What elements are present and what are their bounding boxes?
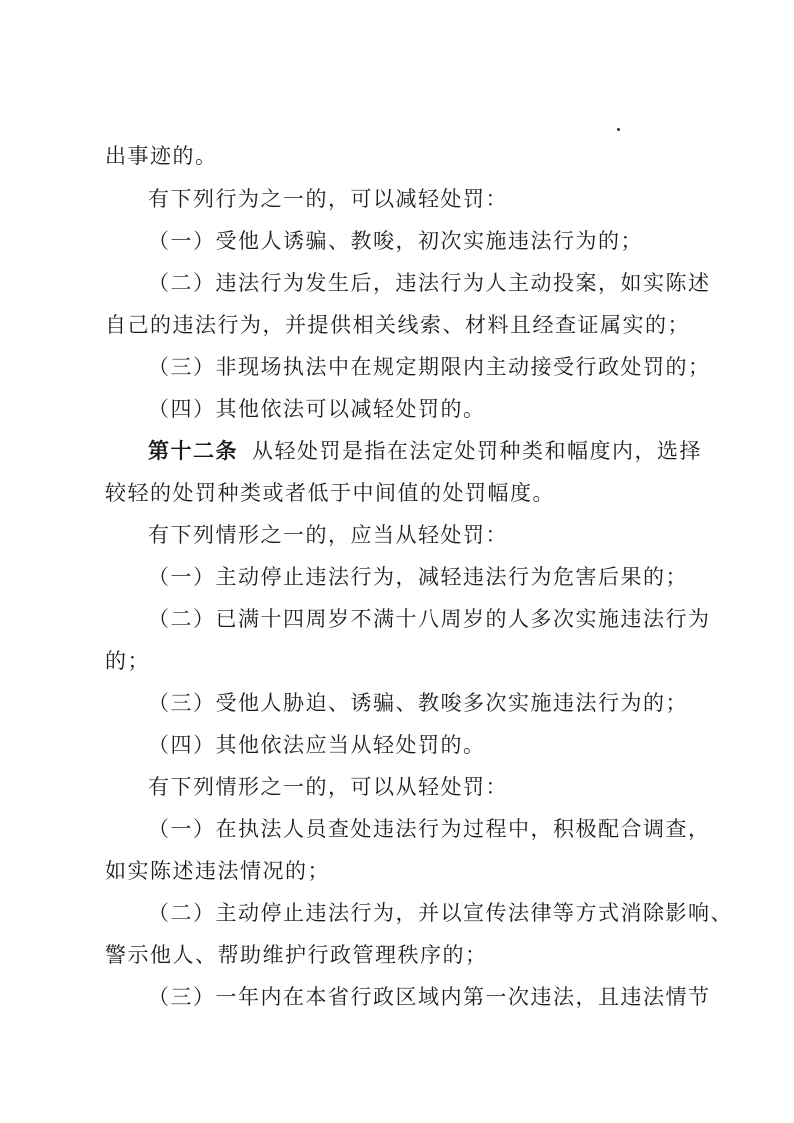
text-line: 有下列行为之一的，可以减轻处罚： — [148, 187, 508, 211]
text-line: 自己的违法行为，并提供相关线索、材料且经查证属实的； — [105, 313, 690, 337]
scan-speck — [617, 128, 620, 131]
text-line: 警示他人、帮助维护行政管理秩序的； — [105, 943, 488, 967]
article-text: 从轻处罚是指在法定处罚种类和幅度内，选择 — [252, 439, 702, 463]
text-line: （四）其他依法应当从轻处罚的。 — [148, 733, 486, 757]
text-line: 较轻的处罚种类或者低于中间值的处罚幅度。 — [105, 481, 555, 505]
text-line: （三）非现场执法中在规定期限内主动接受行政处罚的； — [148, 355, 711, 379]
text-line: （四）其他依法可以减轻处罚的。 — [148, 397, 486, 421]
text-line: （三）一年内在本省行政区域内第一次违法，且违法情节 — [148, 985, 711, 1009]
text-line: 如实陈述违法情况的； — [105, 859, 330, 883]
text-line: （二）违法行为发生后，违法行为人主动投案，如实陈述 — [148, 271, 711, 295]
text-line: （二）主动停止违法行为，并以宣传法律等方式消除影响、 — [148, 901, 733, 925]
article-heading: 第十二条 — [148, 438, 238, 463]
text-line: （二）已满十四周岁不满十八周岁的人多次实施违法行为 — [148, 607, 711, 631]
article-line — [148, 437, 748, 465]
text-line: （一）受他人诱骗、教唆，初次实施违法行为的； — [148, 229, 643, 253]
text-line: 出事迹的。 — [105, 144, 218, 168]
text-line: 的； — [105, 649, 150, 673]
text-line: 有下列情形之一的，应当从轻处罚： — [148, 523, 508, 547]
text-line: （一）主动停止违法行为，减轻违法行为危害后果的； — [148, 565, 688, 589]
text-line: （一）在执法人员查处违法行为过程中，积极配合调查， — [148, 817, 711, 841]
text-line: 有下列情形之一的，可以从轻处罚： — [148, 775, 508, 799]
text-line: （三）受他人胁迫、诱骗、教唆多次实施违法行为的； — [148, 691, 688, 715]
